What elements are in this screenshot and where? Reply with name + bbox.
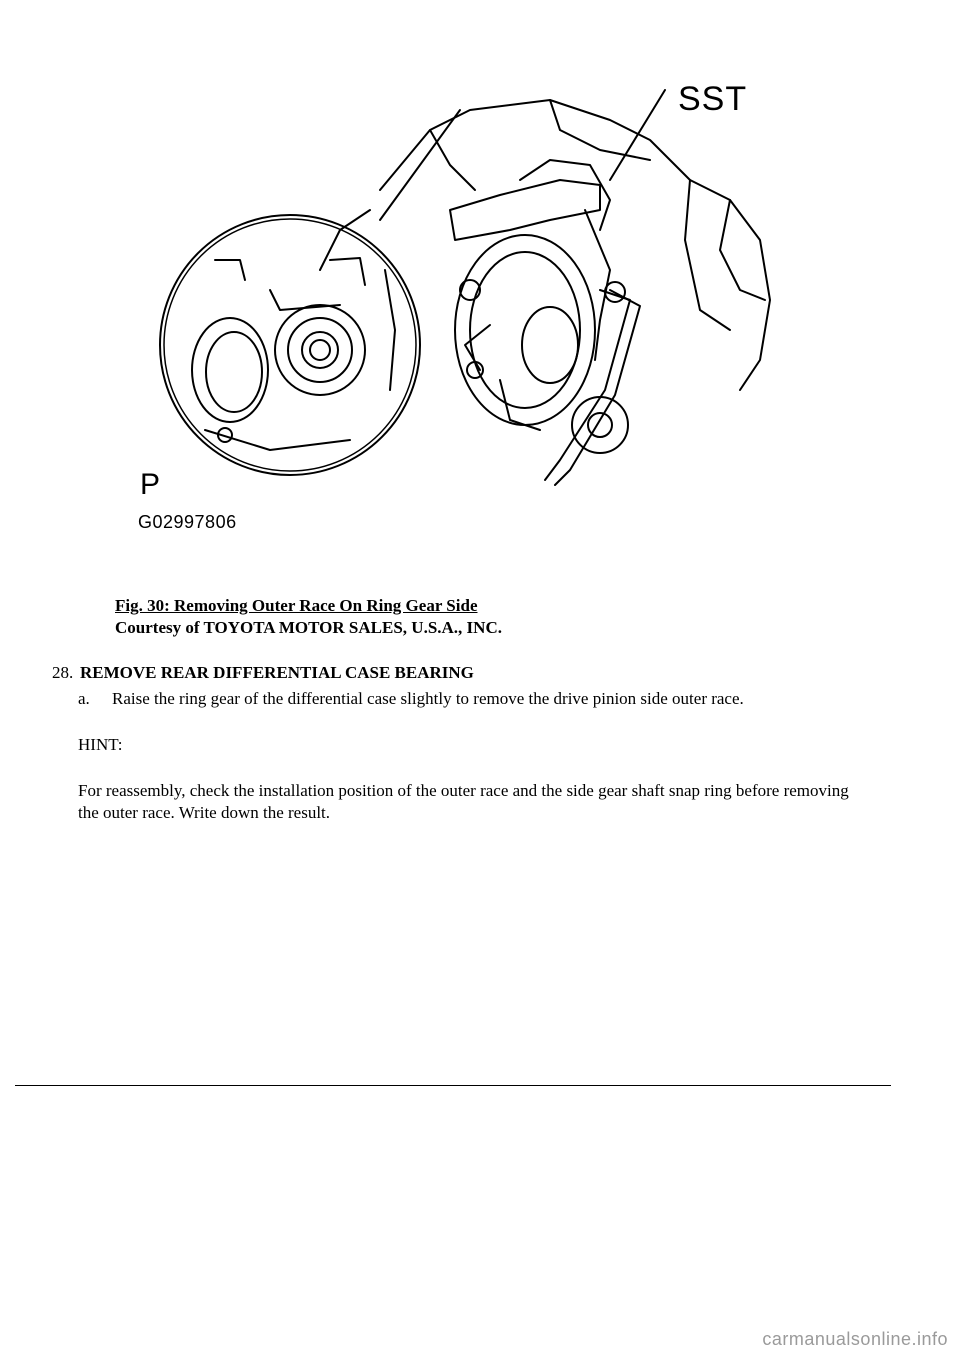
figure-courtesy: Courtesy of TOYOTA MOTOR SALES, U.S.A., INC.: [115, 618, 502, 637]
differential-illustration: [130, 70, 780, 540]
view-label: P: [140, 468, 161, 501]
sst-leader-line: [610, 90, 665, 180]
figure-title[interactable]: Fig. 30: Removing Outer Race On Ring Gear Side: [115, 596, 478, 615]
hint-label: HINT:: [78, 735, 123, 754]
procedure-substep: [78, 688, 908, 710]
figure-caption: [115, 595, 502, 639]
hint-text: For reassembly, check the installation position of the outer race and the side gear shaft snap ring before removing the outer race. Write down the result.: [78, 781, 849, 822]
callout-line: [380, 110, 460, 220]
figure-illustration: [130, 70, 780, 540]
page-divider: [15, 1085, 891, 1086]
sst-arm: [450, 180, 600, 240]
watermark: carmanualsonline.info: [762, 1329, 948, 1349]
step-title: REMOVE REAR DIFFERENTIAL CASE BEARING: [80, 663, 474, 682]
substep-text: Raise the ring gear of the differential case slightly to remove the drive pinion side outer race.: [112, 689, 744, 708]
zoom-circle: [160, 215, 420, 475]
substep-letter: a.: [78, 689, 90, 708]
outer-race: [192, 318, 268, 422]
figure-code: G02997806: [138, 512, 237, 532]
procedure-step: [52, 662, 912, 684]
sst-label: SST: [678, 80, 748, 118]
step-number: 28.: [52, 663, 74, 682]
